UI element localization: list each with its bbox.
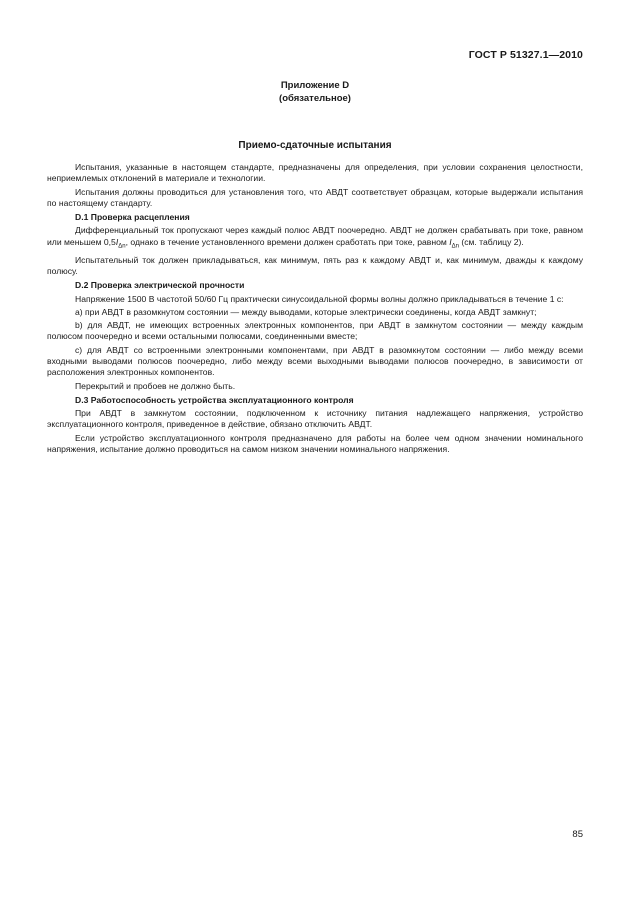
- d1-text-b: , однако в течение установленного времени должен сработать при токе, равном: [125, 236, 450, 247]
- paragraph-d2-c: c) для АВДТ со встроенными электронными компонентами, при АВДТ в разомкнутом состоянии — либо между всеми входными выводами полюсов поочередно, либо между всеми выходными выводами полюсов поочередно, в зависимости от расположения электронных компонентов.: [47, 344, 583, 378]
- paragraph-d2-b: b) для АВДТ, не имеющих встроенных электронных компонентов, при АВДТ в замкнутом состоянии — между каждым полюсом поочередно и всеми остальными полюсами, соединенными вместе;: [47, 320, 583, 342]
- annex-heading: [0, 79, 630, 105]
- paragraph-intro-2: Испытания должны проводиться для установления того, что АВДТ соответствует образцам, которые выдержали испытания по настоящему стандарту.: [47, 186, 583, 208]
- paragraph-d1-1: [47, 225, 583, 252]
- page-number: 85: [572, 829, 583, 840]
- annex-status: (обязательное): [279, 93, 351, 104]
- paragraph-d1-2: Испытательный ток должен прикладываться, как минимум, пять раз к каждому АВДТ и, как минимум, дважды к каждому полюсу.: [47, 254, 583, 276]
- d1-text-c: (см. таблицу 2).: [458, 236, 524, 247]
- i-delta-n-symbol: $I_{\Delta n}$: [115, 236, 126, 250]
- heading-d2: D.2 Проверка электрической прочности: [75, 280, 245, 291]
- paragraph-d2-a: a) при АВДТ в разомкнутом состоянии — между выводами, которые электрически соединены, когда АВДТ замкнут;: [75, 306, 537, 317]
- paragraph-d2-1: Напряжение 1500 В частотой 50/60 Гц практически синусоидальной формы волны должно прикладываться в течение 1 с:: [75, 293, 564, 304]
- document-body: [47, 162, 583, 457]
- paragraph-d2-2: Перекрытий и пробоев не должно быть.: [75, 380, 236, 391]
- heading-d3: D.3 Работоспособность устройства эксплуатационного контроля: [75, 394, 354, 405]
- standard-code: ГОСТ Р 51327.1—2010: [468, 49, 583, 61]
- section-title: Приемо-сдаточные испытания: [238, 140, 392, 151]
- d1-text-a: Дифференциальный ток пропускают через каждый полюс АВДТ поочередно. АВДТ не должен срабатывать при токе, равном или меньшем 0,5: [47, 225, 583, 247]
- paragraph-intro-1: Испытания, указанные в настоящем стандарте, предназначены для определения, при условии сохранения целостности, неприемлемых отклонений в материале и технологии.: [47, 162, 583, 184]
- i-delta-n-symbol: $I_{\Delta n}$: [449, 236, 459, 250]
- paragraph-d3-1: При АВДТ в замкнутом состоянии, подключенном к источнику питания надлежащего напряжения, устройство эксплуатационного контроля, приведенное в действие, обязано отключить АВДТ.: [47, 408, 583, 430]
- heading-d1: D.1 Проверка расцепления: [75, 212, 190, 222]
- paragraph-d3-2: Если устройство эксплуатационного контроля предназначено для работы на более чем одном значении номинального напряжения, испытание должно проводиться на самом низком значении номинального напряжения.: [47, 432, 583, 455]
- annex-title: Приложение D: [280, 80, 350, 91]
